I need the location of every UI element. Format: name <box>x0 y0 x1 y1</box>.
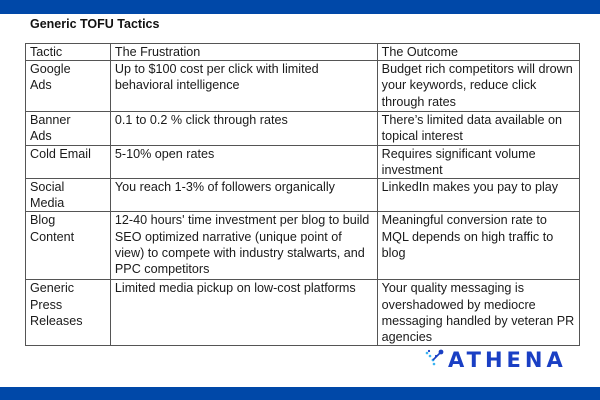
cell-frustration: 12-40 hours' time investment per blog to build SEO optimized narrative (unique point of view) to compete with industry stalwarts, and PPC competitors <box>110 212 377 280</box>
cell-tactic <box>26 179 111 212</box>
table-row <box>26 212 580 280</box>
tactic-text: Social Media <box>30 180 65 211</box>
tactic-text: Generic Press Releases <box>30 281 83 328</box>
tactic-text: Cold Email <box>30 146 91 161</box>
cell-frustration: You reach 1-3% of followers organically <box>110 179 377 212</box>
logo-text: ATHENA <box>448 347 567 372</box>
table-row <box>26 61 580 112</box>
cell-outcome: Requires significant volume investment <box>377 145 579 178</box>
athena-logo <box>425 347 567 372</box>
top-band <box>0 0 600 14</box>
cell-tactic <box>26 145 111 178</box>
tactics-table <box>25 43 580 346</box>
tactic-text: Banner Ads <box>30 113 71 144</box>
header-outcome: The Outcome <box>377 44 579 61</box>
cell-frustration: Limited media pickup on low-cost platforms <box>110 280 377 346</box>
tactic-text: Google Ads <box>30 62 71 93</box>
athena-check-node-icon <box>425 347 445 372</box>
cell-outcome: LinkedIn makes you pay to play <box>377 179 579 212</box>
cell-frustration: Up to $100 cost per click with limited behavioral intelligence <box>110 61 377 112</box>
cell-outcome: Your quality messaging is overshadowed by mediocre messaging handled by veteran PR agencies <box>377 280 579 346</box>
table-header-row <box>26 44 580 61</box>
cell-frustration: 0.1 to 0.2 % click through rates <box>110 112 377 145</box>
header-tactic: Tactic <box>26 44 111 61</box>
table-row <box>26 280 580 346</box>
page-title: Generic TOFU Tactics <box>30 17 160 31</box>
table-row <box>26 179 580 212</box>
cell-tactic <box>26 280 111 346</box>
table-row <box>26 112 580 145</box>
cell-outcome: Meaningful conversion rate to MQL depends on high traffic to blog <box>377 212 579 280</box>
cell-outcome: Budget rich competitors will drown your keywords, reduce click through rates <box>377 61 579 112</box>
cell-frustration: 5-10% open rates <box>110 145 377 178</box>
bottom-band <box>0 387 600 400</box>
header-frustration: The Frustration <box>110 44 377 61</box>
cell-outcome: There’s limited data available on topical interest <box>377 112 579 145</box>
tactic-text: Blog Content <box>30 213 75 244</box>
cell-tactic <box>26 61 111 112</box>
cell-tactic <box>26 212 111 280</box>
cell-tactic <box>26 112 111 145</box>
table-row <box>26 145 580 178</box>
